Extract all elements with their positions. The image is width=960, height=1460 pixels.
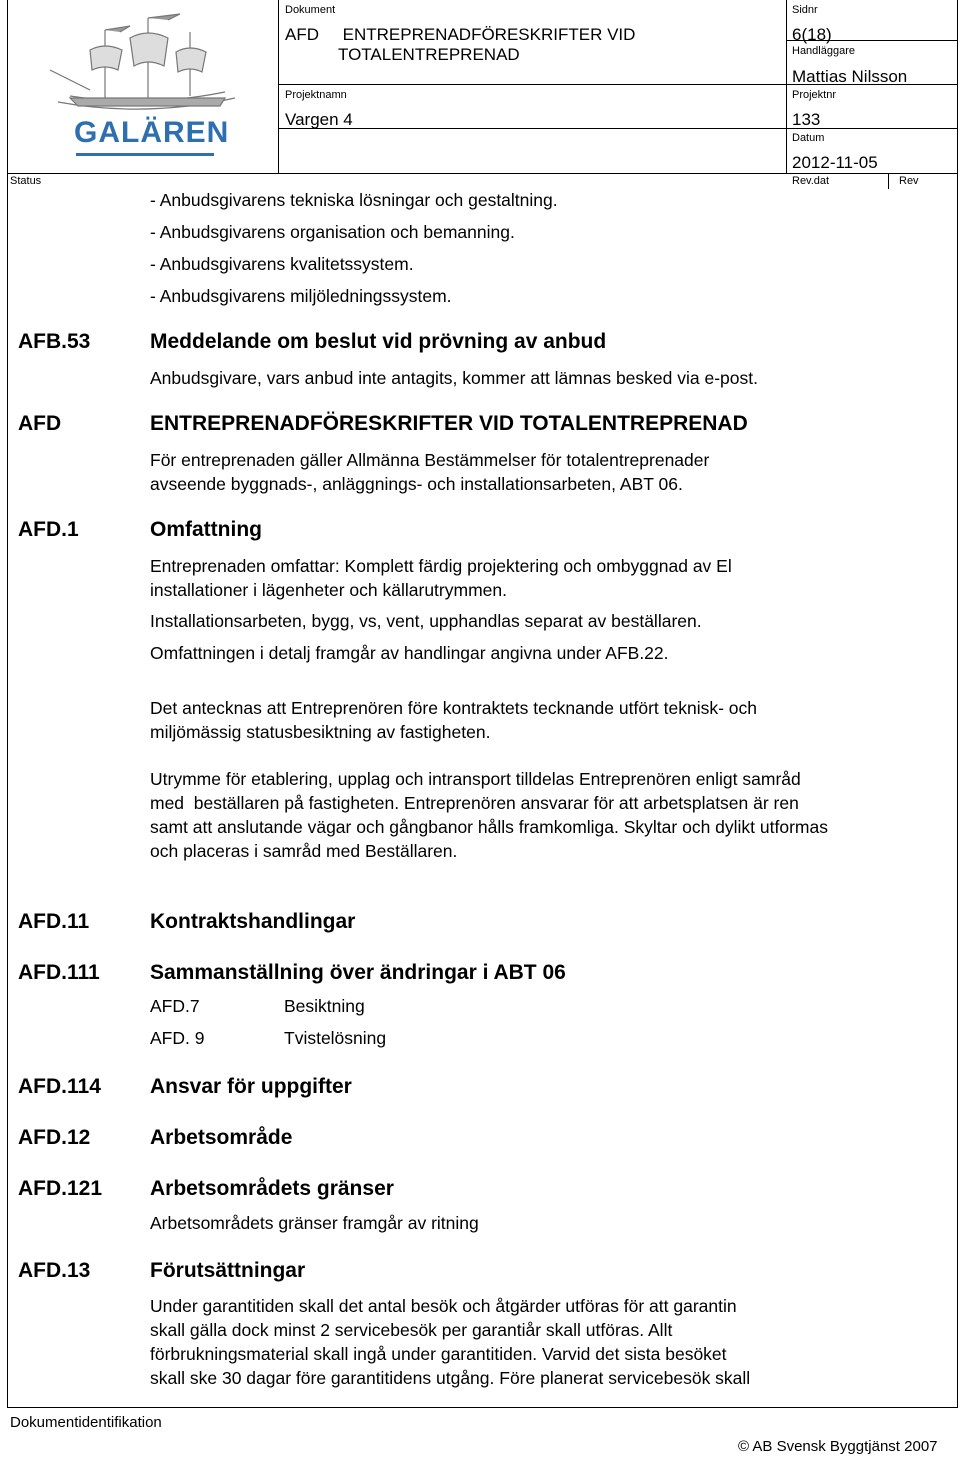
intro-line: - Anbudsgivarens miljöledningssystem. (150, 286, 452, 306)
section-code: AFB.53 (18, 330, 91, 353)
galleon-ship-icon (30, 10, 260, 125)
section-code: AFD.13 (18, 1259, 91, 1282)
copyright: © AB Svensk Byggtjänst 2007 (738, 1438, 938, 1455)
section-title: Förutsättningar (150, 1259, 306, 1282)
section-title: Meddelande om beslut vid prövning av anbud (150, 330, 607, 353)
paragraph-line: installationer i lägenheter och källarutrymmen. (150, 580, 507, 600)
intro-line: - Anbudsgivarens organisation och bemanning. (150, 222, 515, 242)
paragraph-line: förbrukningsmaterial skall ingå under garantitiden. Varvid det sista besöket (150, 1344, 727, 1364)
section-title: Omfattning (150, 518, 262, 541)
section-text: Anbudsgivare, vars anbud inte antagits, kommer att lämnas besked via e-post. (150, 368, 758, 388)
sidnr-label: Sidnr (792, 4, 818, 16)
section-code: AFD (18, 412, 62, 435)
change-ref: AFD. 9 (150, 1028, 205, 1048)
status-label: Status (10, 175, 42, 187)
paragraph-line: med beställaren på fastigheten. Entreprenören ansvarar för att arbetsplatsen är ren (150, 793, 799, 813)
section-title: Arbetsområde (150, 1126, 293, 1149)
section-title: ENTREPRENADFÖRESKRIFTER VID TOTALENTREPRENAD (150, 412, 748, 435)
paragraph-line: Utrymme för etablering, upplag och intransport tilldelas Entreprenören enligt samråd (150, 769, 801, 789)
sidnr-value: 6(18) (792, 25, 832, 44)
intro-line: - Anbudsgivarens kvalitetssystem. (150, 254, 414, 274)
section-code: AFD.121 (18, 1177, 103, 1200)
section-text: Arbetsområdets gränser framgår av ritning (150, 1213, 479, 1233)
dokid-label: Dokumentidentifikation (10, 1414, 162, 1431)
projektnr-label: Projektnr (792, 89, 837, 101)
paragraph-line: skall gälla dock minst 2 servicebesök per garantiår skall utföras. Allt (150, 1320, 673, 1340)
dokument-line2: TOTALENTREPRENAD (338, 45, 520, 64)
dokument-line1: AFD ENTREPRENADFÖRESKRIFTER VID (285, 25, 636, 44)
projektnamn-value: Vargen 4 (285, 110, 353, 129)
section-code: AFD.114 (18, 1075, 101, 1098)
section-code: AFD.11 (18, 910, 90, 933)
handlaggare-value: Mattias Nilsson (792, 67, 908, 86)
intro-line: - Anbudsgivarens tekniska lösningar och gestaltning. (150, 190, 558, 210)
section-title: Arbetsområdets gränser (150, 1177, 394, 1200)
section-title: Sammanställning över ändringar i ABT 06 (150, 961, 566, 984)
section-text: För entreprenaden gäller Allmänna Bestämmelser för totalentreprenader (150, 450, 710, 470)
paragraph-line: miljömässig statusbesiktning av fastigheten. (150, 722, 491, 742)
paragraph-line: samt att anslutande vägar och gångbanor hålls framkomliga. Skyltar och dylikt utformas (150, 817, 828, 837)
logo-text: GALÄREN (74, 116, 230, 149)
section-text: avseende byggnads-, anläggnings- och installationsarbeten, ABT 06. (150, 474, 683, 494)
change-ref: AFD.7 (150, 996, 200, 1016)
section-code: AFD.12 (18, 1126, 91, 1149)
projektnr-value: 133 (792, 110, 821, 129)
revdat-label: Rev.dat (792, 175, 830, 187)
section-code: AFD.1 (18, 518, 79, 541)
paragraph-line: Det antecknas att Entreprenören före kontraktets tecknande utfört teknisk- och (150, 698, 757, 718)
rev-label: Rev (899, 175, 919, 187)
projektnamn-label: Projektnamn (285, 89, 347, 101)
paragraph-line: Entreprenaden omfattar: Komplett färdig projektering och ombyggnad av El (150, 556, 732, 576)
section-title: Ansvar för uppgifter (150, 1075, 352, 1098)
section-code: AFD.111 (18, 961, 100, 984)
dokument-label: Dokument (285, 4, 336, 16)
datum-label: Datum (792, 132, 825, 144)
logo (30, 10, 260, 160)
handlaggare-label: Handläggare (792, 45, 855, 57)
datum-value: 2012-11-05 (792, 153, 878, 172)
paragraph-line: och placeras i samråd med Beställaren. (150, 841, 458, 861)
paragraph-line: Omfattningen i detalj framgår av handlingar angivna under AFB.22. (150, 643, 669, 663)
paragraph-line: skall ske 30 dagar före garantitidens utgång. Före planerat servicebesök skall (150, 1368, 751, 1388)
section-title: Kontraktshandlingar (150, 910, 356, 933)
change-name: Tvistelösning (284, 1028, 387, 1048)
paragraph-line: Under garantitiden skall det antal besök och åtgärder utföras för att garantin (150, 1296, 737, 1316)
change-name: Besiktning (284, 996, 365, 1016)
paragraph-line: Installationsarbeten, bygg, vs, vent, upphandlas separat av beställaren. (150, 611, 702, 631)
